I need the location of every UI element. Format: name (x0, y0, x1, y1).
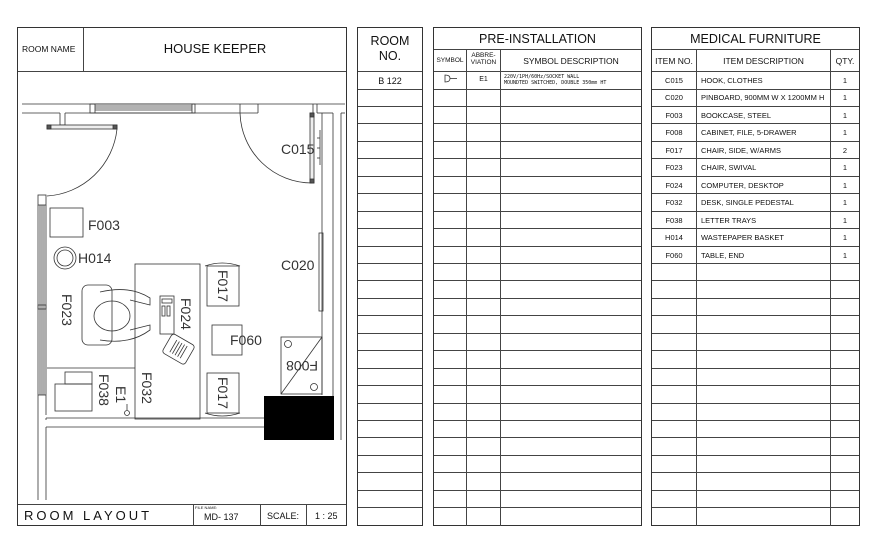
row-divider (652, 455, 859, 456)
row-divider (358, 176, 422, 177)
svg-text:F024: F024 (178, 298, 194, 330)
row-divider (358, 403, 422, 404)
item-no-cell: F008 (665, 128, 683, 138)
row-divider (434, 263, 641, 264)
row-divider (434, 280, 641, 281)
divider (260, 504, 261, 526)
floor-plan (0, 0, 350, 500)
svg-text:F023: F023 (59, 294, 75, 326)
row-divider (434, 158, 641, 159)
row-divider (434, 298, 641, 299)
drawing-title: ROOM LAYOUT (24, 508, 153, 523)
item-description-cell: BOOKCASE, STEEL (701, 110, 772, 120)
medical-furniture-table (651, 27, 860, 526)
item-no-column-header: ITEM NO. (655, 56, 693, 66)
pre-installation-title: PRE-INSTALLATION (479, 32, 596, 46)
svg-text:F003: F003 (88, 217, 120, 233)
row-divider (358, 455, 422, 456)
item-description-cell: CHAIR, SIDE, W/ARMS (701, 145, 782, 155)
qty-cell: 1 (842, 128, 848, 138)
row-divider (652, 211, 859, 212)
qty-cell: 1 (842, 198, 848, 208)
row-divider (358, 368, 422, 369)
svg-text:F017: F017 (215, 270, 231, 302)
item-no-cell: F023 (665, 163, 683, 173)
row-divider (358, 193, 422, 194)
row-divider (652, 176, 859, 177)
divider (193, 504, 194, 526)
row-divider (358, 315, 422, 316)
socket-outlet-symbol-icon (444, 74, 458, 83)
row-divider (434, 123, 641, 124)
divider (18, 504, 346, 505)
row-divider (434, 193, 641, 194)
row-divider (358, 123, 422, 124)
row-divider (652, 385, 859, 386)
row-divider (652, 420, 859, 421)
row-divider (358, 490, 422, 491)
room-no-table (357, 27, 423, 526)
file-name-value: MD- 137 (204, 512, 239, 522)
svg-text:F017: F017 (215, 377, 231, 409)
row-divider (434, 211, 641, 212)
row-divider (652, 507, 859, 508)
item-no-cell: F038 (665, 215, 683, 225)
row-divider (358, 141, 422, 142)
svg-text:H014: H014 (78, 250, 112, 266)
row-divider (652, 298, 859, 299)
row-divider (358, 106, 422, 107)
scale-value: 1 : 25 (315, 511, 338, 521)
row-divider (652, 141, 859, 142)
row-divider (434, 141, 641, 142)
medical-furniture-title: MEDICAL FURNITURE (690, 32, 821, 46)
svg-text:F060: F060 (230, 332, 262, 348)
abbreviation-value: E1 (479, 76, 488, 83)
row-divider (652, 368, 859, 369)
row-divider (652, 350, 859, 351)
row-divider (434, 246, 641, 247)
item-description-cell: PINBOARD, 900MM W X 1200MM H (701, 93, 825, 103)
divider (306, 504, 307, 526)
svg-text:F038: F038 (96, 374, 112, 406)
row-divider (434, 176, 641, 177)
divider (652, 49, 859, 50)
row-divider (652, 193, 859, 194)
item-description-cell: HOOK, CLOTHES (701, 76, 763, 85)
svg-text:F032: F032 (139, 372, 155, 404)
divider (652, 71, 859, 72)
item-no-cell: F060 (665, 250, 683, 260)
row-divider (652, 472, 859, 473)
row-divider (652, 403, 859, 404)
symbol-column-header: SYMBOL (436, 57, 464, 64)
row-divider (652, 158, 859, 159)
qty-cell: 1 (842, 93, 848, 103)
structural-column (264, 396, 334, 440)
row-divider (434, 315, 641, 316)
item-description-cell: COMPUTER, DESKTOP (701, 180, 784, 190)
row-divider (652, 437, 859, 438)
abbreviation-column-header: ABBRE- VIATION (470, 52, 497, 66)
row-divider (652, 280, 859, 281)
description-value: 220V/1PH/60Hz/SOCKET WALL MOUNDTED SWITCHED, DOUBLE 350mm HT (504, 74, 607, 86)
item-no-cell: F003 (665, 110, 683, 120)
row-divider (434, 472, 641, 473)
qty-column-header: QTY. (835, 56, 855, 66)
item-no-cell: F017 (665, 145, 683, 155)
row-divider (652, 490, 859, 491)
row-divider (358, 350, 422, 351)
item-description-cell: WASTEPAPER BASKET (701, 233, 784, 243)
row-divider (358, 89, 422, 90)
item-description-cell: CHAIR, SWIVAL (701, 163, 757, 173)
qty-cell: 1 (842, 250, 848, 260)
row-divider (652, 246, 859, 247)
qty-cell: 1 (842, 76, 848, 85)
item-description-cell: TABLE, END (701, 250, 745, 260)
row-divider (434, 350, 641, 351)
pre-installation-table (433, 27, 642, 526)
qty-cell: 2 (842, 145, 848, 155)
row-divider (434, 403, 641, 404)
row-divider (358, 246, 422, 247)
row-divider (434, 507, 641, 508)
row-divider (358, 211, 422, 212)
qty-cell: 1 (842, 215, 848, 225)
item-description-column-header: ITEM DESCRIPTION (723, 56, 804, 66)
row-divider (434, 437, 641, 438)
row-divider (434, 490, 641, 491)
row-divider (358, 280, 422, 281)
svg-text:E1: E1 (113, 386, 129, 404)
item-no-cell: F032 (665, 198, 683, 208)
row-divider (434, 333, 641, 334)
qty-cell: 1 (842, 163, 848, 173)
row-divider (434, 106, 641, 107)
scale-label: SCALE: (267, 511, 300, 521)
item-description-cell: CABINET, FILE, 5-DRAWER (701, 128, 797, 138)
row-divider (358, 420, 422, 421)
qty-cell: 1 (842, 110, 848, 120)
qty-cell: 1 (842, 233, 848, 243)
row-divider (652, 263, 859, 264)
row-divider (652, 89, 859, 90)
row-divider (434, 89, 641, 90)
svg-text:F008: F008 (286, 358, 318, 374)
description-column-header: SYMBOL DESCRIPTION (523, 56, 619, 66)
room-name-label: ROOM NAME (22, 44, 76, 54)
row-divider (358, 158, 422, 159)
row-divider (358, 228, 422, 229)
row-divider (358, 507, 422, 508)
row-divider (358, 437, 422, 438)
row-divider (358, 385, 422, 386)
row-divider (652, 333, 859, 334)
item-no-cell: C020 (665, 93, 683, 103)
row-divider (434, 385, 641, 386)
qty-cell: 1 (842, 180, 848, 190)
row-divider (434, 420, 641, 421)
file-name-label: FILE NAME: (195, 505, 218, 510)
row-divider (358, 263, 422, 264)
row-divider (434, 455, 641, 456)
item-no-cell: C015 (665, 76, 683, 85)
room-no-value: B 122 (378, 76, 402, 86)
row-divider (652, 106, 859, 107)
row-divider (358, 472, 422, 473)
row-divider (358, 333, 422, 334)
item-description-cell: DESK, SINGLE PEDESTAL (701, 198, 794, 208)
item-no-cell: H014 (665, 233, 683, 243)
svg-text:C015: C015 (281, 141, 315, 157)
svg-text:C020: C020 (281, 257, 315, 273)
room-name-value: HOUSE KEEPER (163, 41, 267, 56)
item-description-cell: LETTER TRAYS (701, 215, 757, 225)
row-divider (434, 228, 641, 229)
row-divider (652, 123, 859, 124)
row-divider (652, 228, 859, 229)
row-divider (652, 315, 859, 316)
row-divider (434, 368, 641, 369)
divider (358, 71, 422, 72)
row-divider (358, 298, 422, 299)
item-no-cell: F024 (665, 180, 683, 190)
room-no-header: ROOM NO. (370, 34, 410, 63)
